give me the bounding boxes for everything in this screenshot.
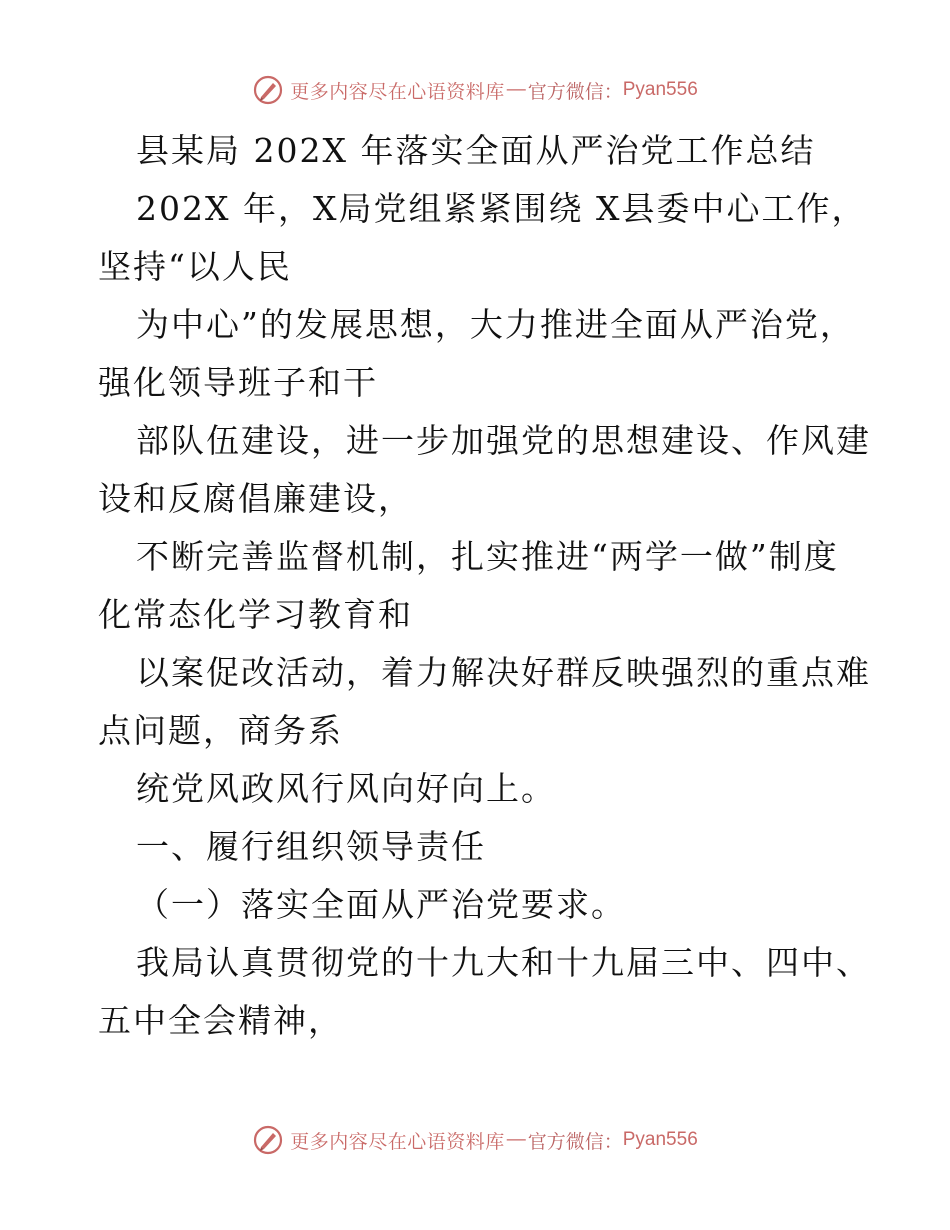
header-watermark (0, 70, 950, 110)
watermark-text: 更多内容尽在心语资料库 (290, 1131, 505, 1153)
watermark-separator: — (506, 79, 526, 100)
text-line: 县某局 202X 年落实全面从严治党工作总结 (136, 131, 816, 170)
watermark-wechat-id: Pyan556 (622, 79, 698, 100)
text-line: 五中全会精神， (98, 1001, 343, 1040)
document-body (98, 122, 871, 1050)
text-line: 统党风政风行风向好向上。 (136, 769, 556, 808)
text-line: 点问题，商务系 (98, 711, 343, 750)
text-line: 部队伍建设，进一步加强党的思想建设、作风建 (136, 421, 871, 460)
footer-watermark (0, 1120, 950, 1160)
text-line: 不断完善监督机制，扎实推进“两学一做”制度 (136, 537, 839, 576)
watermark-label: 官方微信： (527, 1131, 623, 1153)
text-line: 强化领导班子和干 (98, 363, 378, 402)
text-line: 我局认真贯彻党的十九大和十九届三中、四中、 (136, 943, 871, 982)
watermark-text: 更多内容尽在心语资料库 (290, 81, 505, 103)
text-line: 设和反腐倡廉建设， (98, 479, 413, 518)
text-line: （一）落实全面从严治党要求。 (136, 885, 626, 924)
text-line: 以案促改活动，着力解决好群反映强烈的重点难 (136, 653, 871, 692)
watermark-label: 官方微信： (527, 81, 623, 103)
text-line: 坚持“以人民 (98, 247, 292, 286)
watermark-separator: — (506, 1129, 526, 1150)
pen-logo-icon (252, 74, 284, 106)
text-line: 202X 年，X局党组紧紧围绕 X县委中心工作， (136, 189, 867, 228)
pen-logo-icon (252, 1124, 284, 1156)
text-line: 一、履行组织领导责任 (136, 827, 486, 866)
text-line: 为中心”的发展思想，大力推进全面从严治党， (136, 305, 855, 344)
watermark-wechat-id: Pyan556 (622, 1129, 698, 1150)
text-line: 化常态化学习教育和 (98, 595, 413, 634)
